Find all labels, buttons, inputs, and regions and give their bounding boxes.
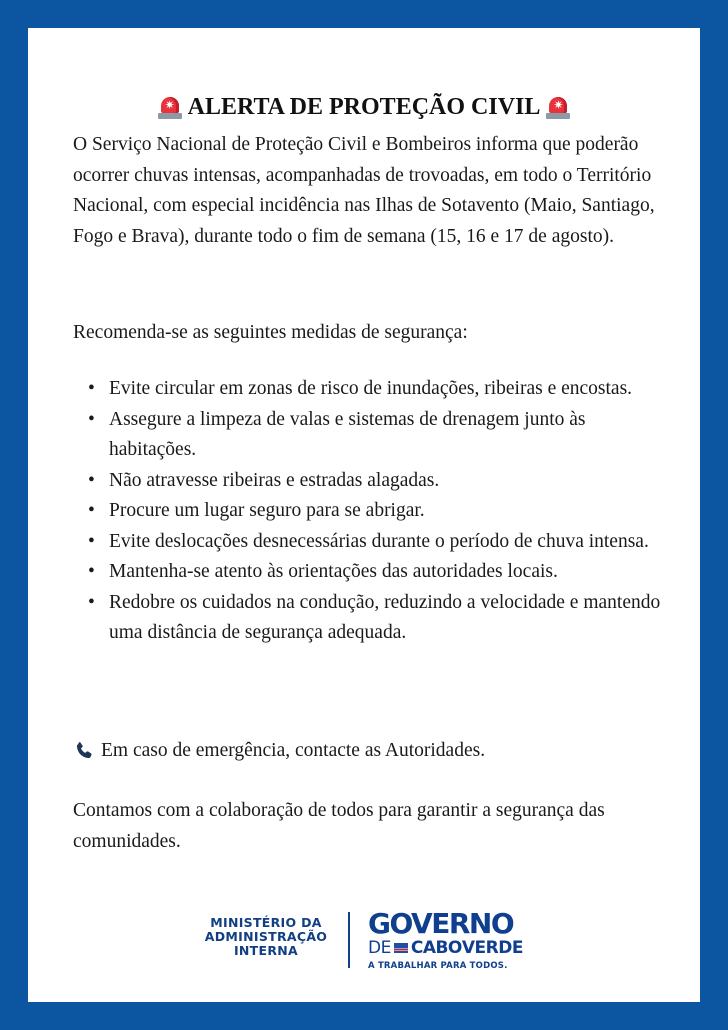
emergency-text: Em caso de emergência, contacte as Autoridades. <box>101 740 486 761</box>
list-item: • Não atravesse ribeiras e estradas alagadas. <box>73 466 673 497</box>
government-logo: GOVERNO DE CABO VERDE A TRABALHAR PARA TODOS. <box>368 910 538 971</box>
siren-icon: ✷ <box>546 95 570 121</box>
logo-divider <box>348 912 350 968</box>
safety-measures-list <box>73 374 673 649</box>
list-item: • Evite circular em zonas de risco de inundações, ribeiras e encostas. <box>73 374 673 405</box>
list-item: • Mantenha-se atento às orientações das autoridades locais. <box>73 557 673 588</box>
alert-title: ALERTA DE PROTEÇÃO CIVIL <box>187 94 541 120</box>
phone-icon <box>73 740 95 762</box>
list-item: • Redobre os cuidados na condução, reduzindo a velocidade e mantendo uma distância de segurança adequada. <box>73 588 673 649</box>
list-item: • Procure um lugar seguro para se abrigar. <box>73 496 673 527</box>
flag-icon <box>394 943 408 953</box>
alert-title-row <box>28 94 700 121</box>
footer-logos <box>28 906 700 976</box>
list-item: • Evite deslocações desnecessárias durante o período de chuva intensa. <box>73 527 673 558</box>
alert-page <box>28 28 700 1002</box>
gov-slogan: A TRABALHAR PARA TODOS. <box>368 961 508 971</box>
recommendation-heading: Recomenda-se as seguintes medidas de segurança: <box>73 322 468 343</box>
siren-icon: ✷ <box>158 95 182 121</box>
list-item: • Assegure a limpeza de valas e sistemas de drenagem junto às habitações. <box>73 405 673 466</box>
intro-paragraph: O Serviço Nacional de Proteção Civil e Bombeiros informa que poderão ocorrer chuvas intensas, acompanhadas de trovoadas, em todo o Território Nacional, com especial incidência nas Ilhas de Sotavento (Maio, Santiago, Fogo e Brava), durante todo o fim de semana (15, 16 e 17 de agosto). <box>73 134 655 247</box>
ministry-logo: MINISTÉRIO DA ADMINISTRAÇÃO INTERNA <box>204 915 328 958</box>
closing-paragraph: Contamos com a colaboração de todos para garantir a segurança das comunidades. <box>73 800 605 852</box>
emergency-line <box>73 736 673 767</box>
